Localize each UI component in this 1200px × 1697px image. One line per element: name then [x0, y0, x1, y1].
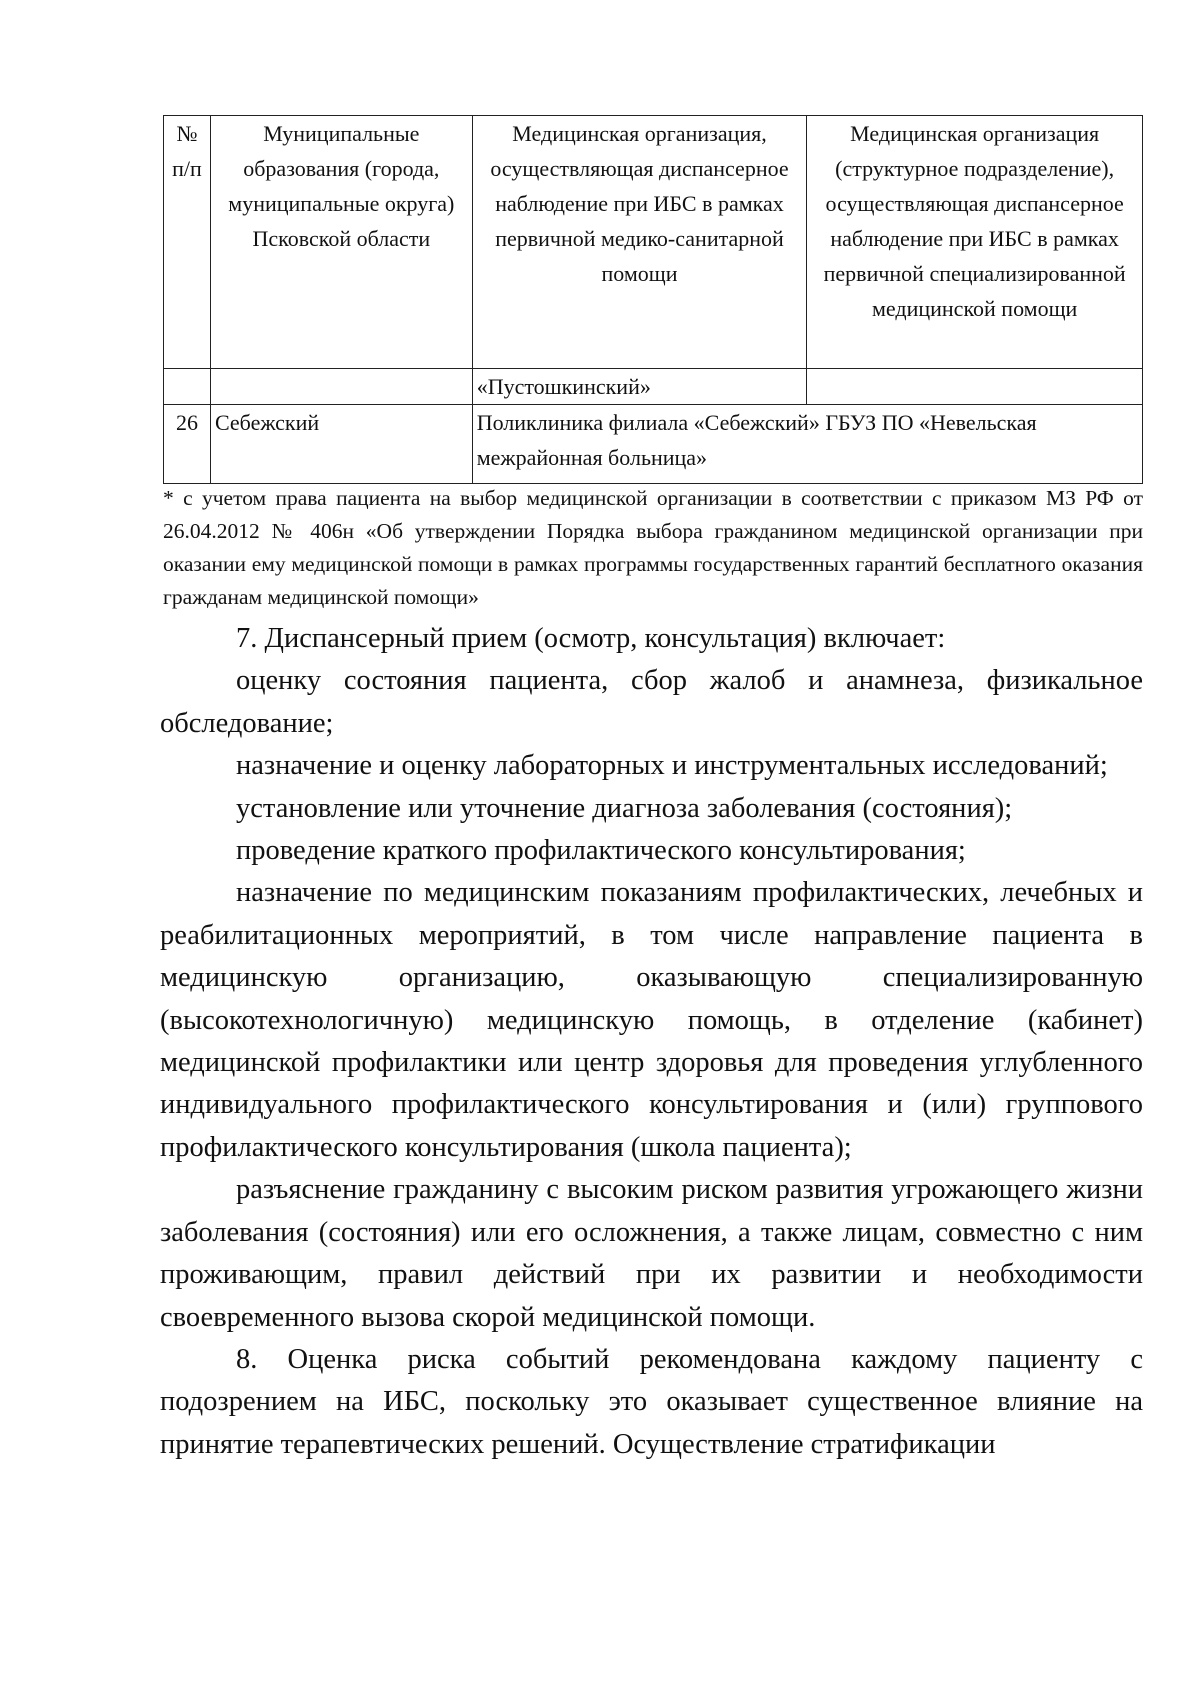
header-num — [164, 116, 211, 369]
header-specialized-care — [807, 116, 1143, 369]
organizations-table — [163, 115, 1143, 484]
paragraph-8: 8. Оценка риска событий рекомендована каждому пациенту с подозрением на ИБС, поскольку это оказывает существенное влияние на принятие терапевтических решений. Осуществление стратификации — [160, 1343, 1143, 1460]
header-primary-care-text: Медицинская организация, осуществляющая диспансерное наблюдение при ИБС в рамках первичной медико-санитарной помощи — [490, 121, 789, 286]
header-municipality-text: Муниципальные образования (города, муниципальные округа) Псковской области — [228, 121, 455, 251]
row-primary-care: «Пустошкинский» — [476, 374, 651, 399]
row-num-cell — [164, 369, 211, 405]
table-row — [164, 405, 1143, 484]
row-municipality-cell — [210, 405, 472, 484]
row-merged-care: Поликлиника филиала «Себежский» ГБУЗ ПО «Невельская межрайонная больница» — [476, 410, 1037, 470]
row-primary-care-cell — [472, 369, 807, 405]
paragraph: оценку состояния пациента, сбор жалоб и анамнеза, физикальное обследование; — [160, 665, 1143, 739]
footnote: * с учетом права пациента на выбор медицинской организации в соответствии с приказом МЗ РФ от 26.04.2012 № 406н «Об утверждении Порядка выбора гражданином медицинской организации при оказании ему медицинской помощи в рамках программы государственных гарантий бесплатного оказания гражданам медицинской помощи» — [163, 486, 1143, 609]
header-primary-care — [472, 116, 807, 369]
paragraph: проведение краткого профилактического консультирования; — [236, 835, 966, 867]
header-num-text: № п/п — [172, 121, 202, 181]
row-municipality-cell — [210, 369, 472, 405]
row-specialized-care-cell — [807, 369, 1143, 405]
header-specialized-care-text: Медицинская организация (структурное подразделение), осуществляющая диспансерное наблюдение при ИБС в рамках первичной специализированной медицинской помощи — [823, 121, 1126, 321]
paragraph: разъяснение гражданину с высоким риском развития угрожающего жизни заболевания (состояния) или его осложнения, а также лицам, совместно с ним проживающим, правил действий при их развитии и необходимости своевременного вызова скорой медицинской помощи. — [160, 1174, 1143, 1333]
row-num: 26 — [175, 410, 198, 435]
paragraph: назначение и оценку лабораторных и инструментальных исследований; — [236, 750, 1108, 782]
body-text — [160, 618, 1143, 1466]
table-row — [164, 369, 1143, 405]
row-municipality: Себежский — [214, 410, 320, 435]
paragraph: установление или уточнение диагноза заболевания (состояния); — [236, 792, 1013, 824]
paragraph-7-heading: 7. Диспансерный прием (осмотр, консультация) включает: — [236, 623, 946, 654]
paragraph: назначение по медицинским показаниям профилактических, лечебных и реабилитационных мероприятий, в том числе направление пациента в медицинскую организацию, оказывающую специализированную (высокотехнологичную) медицинскую помощь, в отделение (кабинет) медицинской профилактики или центр здоровья для проведения углубленного индивидуального профилактического консультирования и (или) группового профилактического консультирования (школа пациента); — [160, 877, 1143, 1163]
header-municipality — [210, 116, 472, 369]
row-merged-care-cell — [472, 405, 1142, 484]
row-num-cell — [164, 405, 211, 484]
table-header-row — [164, 116, 1143, 369]
